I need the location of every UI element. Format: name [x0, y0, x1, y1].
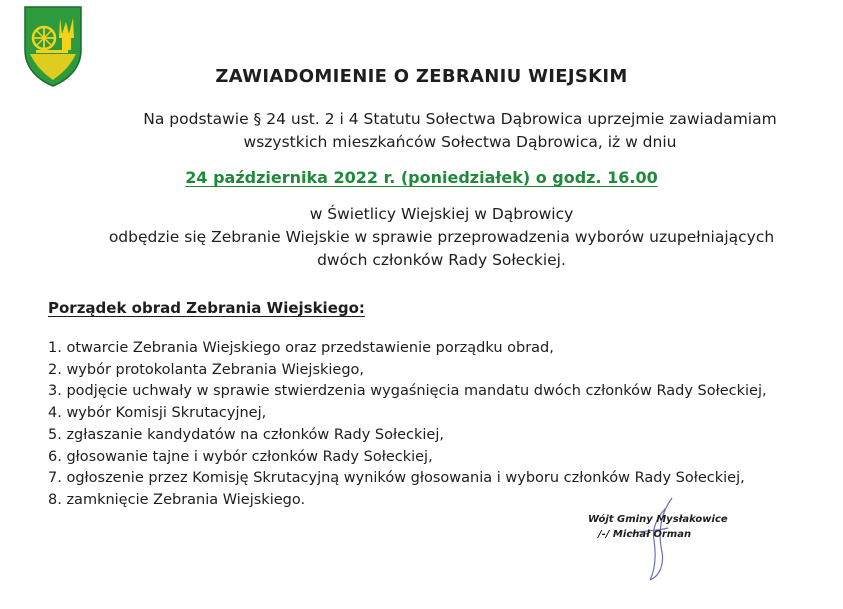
agenda-item: 7. ogłoszenie przez Komisję Skrutacyjną wyników głosowania i wyboru członków Rady Sołeckiej, [48, 470, 745, 487]
signature-name: /-/ Michał Orman [598, 529, 692, 540]
intro-line-1: Na podstawie § 24 ust. 2 i 4 Statutu Sołectwa Dąbrowica uprzejmie zawiadamiam [143, 110, 777, 128]
agenda-item: 8. zamknięcie Zebrania Wiejskiego. [48, 491, 306, 508]
signature-title: Wójt Gminy Mysłakowice [588, 514, 728, 525]
place-line-3: dwóch członków Rady Sołeckiej. [317, 251, 566, 269]
place-line-2: odbędzie się Zebranie Wiejskie w sprawie przeprowadzenia wyborów uzupełniających [108, 228, 775, 246]
intro-paragraph [60, 108, 843, 154]
meeting-place-paragraph [20, 203, 843, 272]
agenda-item: 3. podjęcie uchwały w sprawie stwierdzenia wygaśnięcia mandatu dwóch członków Rady Sołeckiej, [48, 383, 767, 400]
agenda-item: 6. głosowanie tajne i wybór członków Rady Sołeckiej, [48, 448, 433, 465]
agenda-item: 5. zgłaszanie kandydatów na członków Rady Sołeckiej, [48, 426, 444, 443]
signature-block [588, 512, 728, 542]
agenda-item: 2. wybór protokolanta Zebrania Wiejskiego, [48, 361, 365, 378]
agenda-item: 4. wybór Komisji Skrutacyjnej, [48, 405, 267, 422]
place-line-1: w Świetlicy Wiejskiej w Dąbrowicy [309, 205, 574, 223]
agenda-item: 1. otwarcie Zebrania Wiejskiego oraz przedstawienie porządku obrad, [48, 340, 554, 356]
notice-title: ZAWIADOMIENIE O ZEBRANIU WIEJSKIM [215, 66, 628, 87]
agenda-heading: Porządek obrad Zebrania Wiejskiego: [48, 299, 365, 317]
meeting-date: 24 października 2022 r. (poniedziałek) o godz. 16.00 [185, 168, 658, 187]
agenda-list [48, 338, 767, 512]
intro-line-2: wszystkich mieszkańców Sołectwa Dąbrowica, iż w dniu [243, 133, 677, 151]
